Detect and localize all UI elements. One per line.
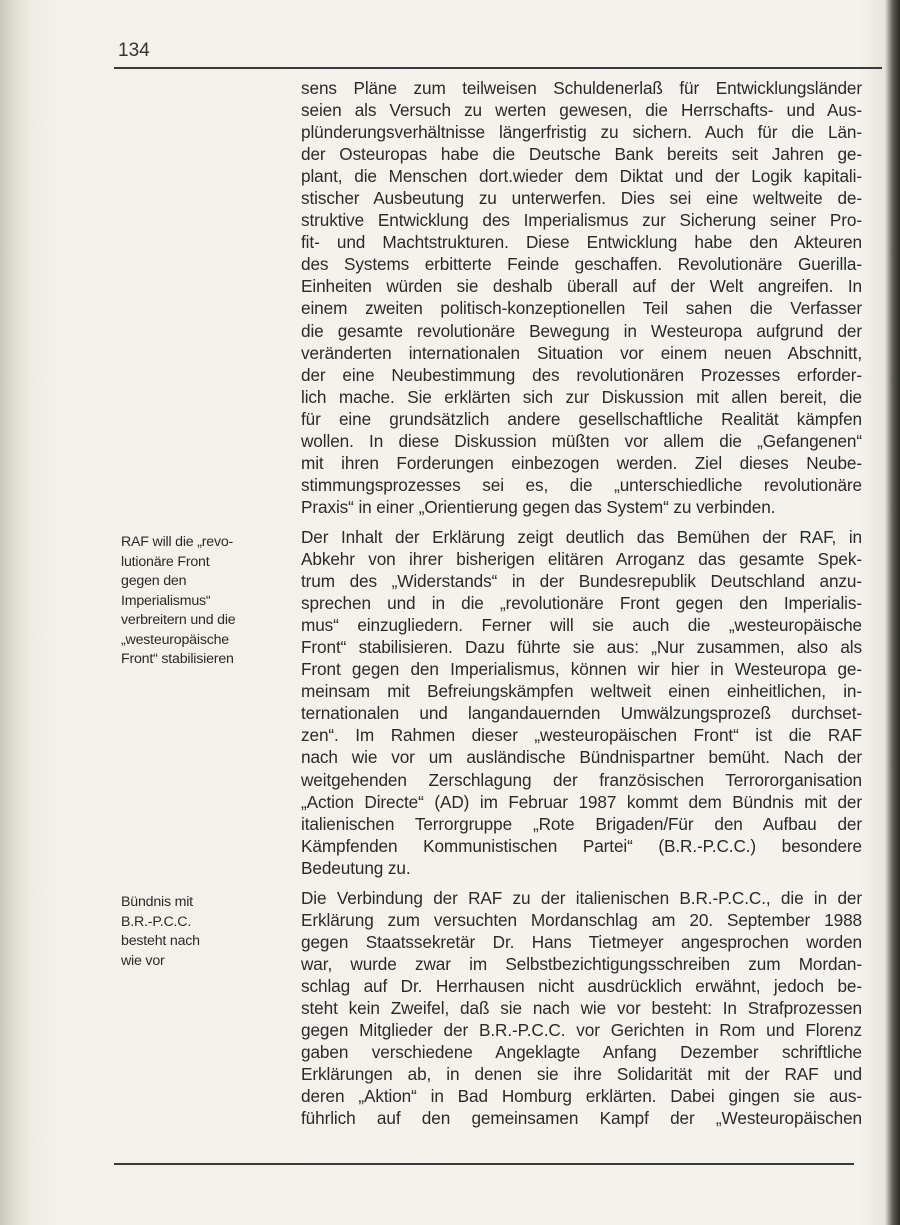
- text-line: Praxis“ in einer „Orientierung gegen das System“ zu verbinden.: [301, 496, 776, 517]
- margin-note-line: lutionäre Front: [121, 553, 210, 570]
- text-line: plant, die Menschen dort.wieder dem Diktat und der Logik kapitali-: [301, 166, 862, 187]
- text-line: Erklärungen ab, in denen sie ihre Solidarität mit der RAF und: [301, 1064, 862, 1085]
- margin-note-buendnis: [121, 893, 291, 971]
- margin-note-line: B.R.-P.C.C.: [121, 913, 192, 930]
- margin-note-line: RAF will die „revo-: [121, 534, 234, 550]
- margin-note-line: Front“ stabilisieren: [121, 651, 234, 667]
- text-line: Abkehr von ihrer bisherigen elitären Arroganz das gesamte Spek-: [301, 549, 862, 570]
- text-line: Front“ stabilisieren. Dazu führte sie aus: „Nur zusammen, also als: [301, 637, 862, 658]
- text-line: nach wie vor um ausländische Bündnispartner bemüht. Nach der: [301, 747, 862, 768]
- text-line: wollen. In diese Diskussion müßten vor allem die „Gefangenen“: [301, 430, 862, 451]
- text-line: der Osteuropas habe die Deutsche Bank bereits seit Jahren ge-: [301, 144, 862, 165]
- text-line: lich mache. Sie erklärten sich zur Diskussion mit allen bereit, die: [301, 386, 862, 407]
- text-line: gegen Mitglieder der B.R.-P.C.C. vor Gerichten in Rom und Florenz: [301, 1020, 862, 1041]
- margin-note-line: „westeuropäische: [121, 631, 229, 648]
- text-line: Die Verbindung der RAF zu der italienischen B.R.-P.C.C., die in der: [301, 888, 862, 908]
- text-line: weitgehenden Zerschlagung der französischen Terrororganisation: [301, 769, 862, 790]
- paragraph-3: [301, 887, 862, 1130]
- margin-note-line: wie vor: [121, 952, 165, 969]
- text-line: veränderten internationalen Situation vor einem neuen Abschnitt,: [301, 342, 862, 363]
- text-line: führlich auf den gemeinsamen Kampf der „Westeuropäischen: [301, 1108, 862, 1129]
- text-line: deren „Aktion“ in Bad Homburg erklärten. Dabei gingen sie aus-: [301, 1086, 862, 1107]
- margin-note-line: Imperialismus“: [121, 592, 211, 609]
- margin-note-line: besteht nach: [121, 933, 200, 949]
- text-line: plünderungsverhältnisse längerfristig zu sichern. Auch für die Län-: [301, 122, 862, 143]
- text-line: für eine grundsätzlich andere gesellschaftliche Realität kämpfen: [301, 408, 862, 429]
- margin-note-line: gegen den: [121, 573, 187, 589]
- text-line: „Action Directe“ (AD) im Februar 1987 kommt dem Bündnis mit der: [301, 791, 862, 812]
- text-line: Einheiten würden sie deshalb überall auf der Welt angreifen. In: [301, 276, 862, 297]
- text-line: stischer Ausbeutung zu unterwerfen. Dies sei eine weltweite de-: [301, 188, 862, 209]
- paragraph-1: [301, 77, 862, 518]
- text-line: struktive Entwicklung des Imperialismus zur Sicherung seiner Pro-: [301, 210, 862, 231]
- text-line: Der Inhalt der Erklärung zeigt deutlich das Bemühen der RAF, in: [301, 527, 862, 547]
- text-line: trum des „Widerstands“ in der Bundesrepublik Deutschland anzu-: [301, 571, 862, 592]
- text-line: sens Pläne zum teilweisen Schuldenerlaß für Entwicklungsländer: [301, 78, 862, 98]
- header-rule: [114, 67, 882, 69]
- text-line: gaben verschiedene Angeklagte Anfang Dezember schriftliche: [301, 1042, 862, 1063]
- margin-note-line: Bündnis mit: [121, 894, 193, 910]
- text-line: Front gegen den Imperialismus, können wir hier in Westeuropa ge-: [301, 659, 862, 680]
- text-line: gegen Staatssekretär Dr. Hans Tietmeyer angesprochen worden: [301, 932, 862, 953]
- margin-note-raf-front: [121, 533, 291, 670]
- text-line: war, wurde zwar im Selbstbezichtigungsschreiben zum Mordan-: [301, 954, 862, 975]
- paragraph-2: [301, 526, 862, 879]
- text-line: der eine Neubestimmung des revolutionären Prozesses erforder-: [301, 364, 862, 385]
- text-line: Erklärung zum versuchten Mordanschlag am 20. September 1988: [301, 910, 862, 931]
- text-line: mus“ einzugliedern. Ferner will sie auch die „westeuropäische: [301, 615, 862, 636]
- text-line: Kämpfenden Kommunistischen Partei“ (B.R.-P.C.C.) besondere: [301, 835, 862, 856]
- page-number: 134: [118, 40, 150, 61]
- text-line: einem zweiten politisch-konzeptionellen Teil sahen die Verfasser: [301, 298, 862, 319]
- text-line: stimmungsprozesses sei es, die „unterschiedliche revolutionäre: [301, 474, 862, 495]
- text-line: meinsam mit Befreiungskämpfen weltweit einen einheitlichen, in-: [301, 681, 862, 702]
- text-line: italienischen Terrorgruppe „Rote Brigaden/Für den Aufbau der: [301, 813, 862, 834]
- text-line: mit ihren Forderungen einbezogen werden. Ziel dieses Neube-: [301, 452, 862, 473]
- text-line: des Systems erbitterte Feinde geschaffen. Revolutionäre Guerilla-: [301, 254, 862, 275]
- text-line: zen“. Im Rahmen dieser „westeuropäischen Front“ ist die RAF: [301, 725, 862, 746]
- margin-note-line: verbreitern und die: [121, 612, 236, 628]
- text-line: schlag auf Dr. Herrhausen nicht ausdrücklich erwähnt, jedoch be-: [301, 976, 862, 997]
- footer-rule: [114, 1163, 854, 1165]
- text-line: ternationalen und langandauernden Umwälzungsprozeß durchset-: [301, 703, 862, 724]
- text-line: Bedeutung zu.: [301, 857, 411, 878]
- text-line: die gesamte revolutionäre Bewegung in Westeuropa aufgrund der: [301, 320, 862, 341]
- text-line: steht kein Zweifel, daß sie nach wie vor besteht: In Strafprozessen: [301, 998, 862, 1019]
- text-line: seien als Versuch zu werten gewesen, die Herrschafts- und Aus-: [301, 100, 862, 121]
- text-line: sprechen und in die „revolutionäre Front gegen den Imperialis-: [301, 593, 862, 614]
- text-line: fit- und Machtstrukturen. Diese Entwicklung habe den Akteuren: [301, 232, 862, 253]
